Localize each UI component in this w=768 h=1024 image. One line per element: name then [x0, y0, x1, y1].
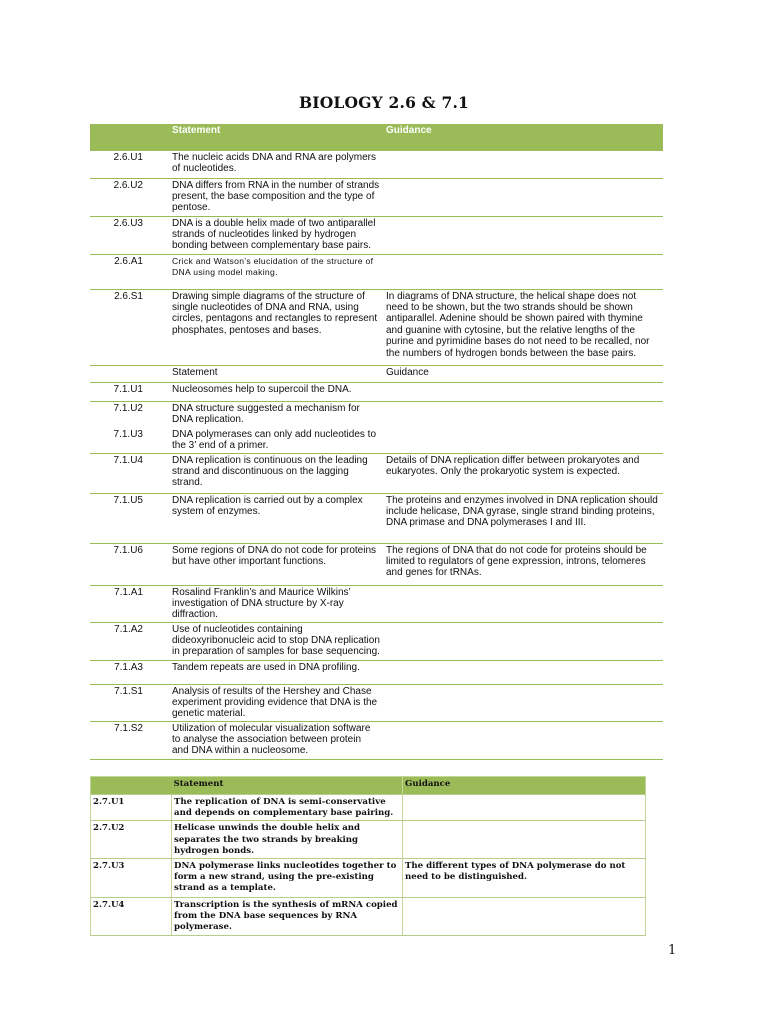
- subheader-guidance: Guidance: [383, 365, 663, 382]
- row-guidance: [383, 622, 663, 660]
- table-row: [90, 585, 663, 622]
- row-statement: DNA polymerase links nucleotides together to form a new strand, using the pre-existing strand as a template.: [172, 859, 403, 898]
- row-statement: DNA replication is continuous on the leading strand and discontinuous on the lagging strand.: [169, 453, 383, 493]
- row-id: 7.1.S2: [90, 721, 169, 759]
- table-row: [91, 795, 646, 821]
- row-guidance: [403, 898, 646, 936]
- table-row: [90, 178, 663, 216]
- row-id: 2.7.U4: [91, 898, 172, 936]
- row-id: 7.1.U2: [113, 402, 143, 414]
- row-id: 7.1.U3: [90, 428, 169, 453]
- row-id: 7.1.S1: [90, 684, 169, 721]
- table-row: [90, 622, 663, 660]
- table-row: [90, 216, 663, 254]
- row-guidance: The different types of DNA polymerase do not need to be distinguished.: [403, 859, 646, 898]
- row-statement: DNA differs from RNA in the number of strands present, the base composition and the type of pentose.: [169, 178, 383, 216]
- row-guidance: [383, 254, 663, 289]
- table-row: [90, 543, 663, 585]
- table-row: [90, 721, 663, 759]
- row-id: 7.1.A3: [90, 660, 169, 684]
- row-statement: The replication of DNA is semi-conservative and depends on complementary base pairing.: [172, 795, 403, 821]
- row-id: 2.6.U2: [90, 178, 169, 216]
- row-statement: Use of nucleotides containing dideoxyribonucleic acid to stop DNA replication in preparation of samples for base sequencing.: [169, 622, 383, 660]
- row-id: 7.1.A1: [90, 585, 169, 622]
- table-row: [90, 453, 663, 493]
- header-id-cell: [91, 777, 172, 795]
- row-id: 2.6.U3: [90, 216, 169, 254]
- row-guidance: [383, 660, 663, 684]
- row-guidance: [383, 428, 663, 453]
- page-number: 1: [668, 943, 677, 958]
- row-statement: Analysis of results of the Hershey and Chase experiment providing evidence that DNA is the genetic material.: [169, 684, 383, 721]
- row-statement: DNA is a double helix made of two antiparallel strands of nucleotides linked by hydrogen bonding between complementary base pairs.: [169, 216, 383, 254]
- table-row: [90, 684, 663, 721]
- row-statement: Tandem repeats are used in DNA profiling.: [169, 660, 383, 684]
- table-header-row: [90, 124, 663, 150]
- row-statement: Nucleosomes help to supercoil the DNA.: [169, 382, 383, 401]
- table-row: [90, 382, 663, 401]
- row-statement: Crick and Watson’s elucidation of the structure of DNA using model making.: [169, 254, 383, 289]
- row-guidance: [403, 821, 646, 859]
- header-id-cell: [90, 124, 169, 150]
- row-guidance: [403, 795, 646, 821]
- table-row: [90, 493, 663, 543]
- table-row: [90, 428, 663, 453]
- table-row: [90, 401, 663, 428]
- row-statement: Helicase unwinds the double helix and separates the two strands by breaking hydrogen bonds.: [172, 821, 403, 859]
- row-guidance: [383, 401, 663, 428]
- row-guidance: In diagrams of DNA structure, the helical shape does not need to be shown, but the two strands should be shown antiparallel. Adenine should be shown paired with thymine and guanine with cytosine, but the relative lengths of the purine and pyrimidine bases do not need to be recalled, nor the numbers of hydrogen bonds between the base pairs.: [383, 289, 663, 365]
- table-row: [90, 254, 663, 289]
- row-statement-text: DNA polymerases can only add nucleotides to the 3’ end of a primer.: [172, 429, 377, 452]
- table-header-row: [91, 777, 646, 795]
- row-guidance: [383, 150, 663, 178]
- row-statement: Some regions of DNA do not code for proteins but have other important functions.: [169, 543, 383, 585]
- row-statement: Transcription is the synthesis of mRNA copied from the DNA base sequences by RNA polymerase.: [172, 898, 403, 936]
- row-statement: DNA replication is carried out by a complex system of enzymes.: [169, 493, 383, 543]
- subheader-row: [90, 365, 663, 382]
- row-guidance: [383, 178, 663, 216]
- row-guidance: Details of DNA replication differ between prokaryotes and eukaryotes. Only the prokaryotic system is expected.: [383, 453, 663, 493]
- row-guidance: [383, 585, 663, 622]
- subheader-statement: Statement: [169, 365, 383, 382]
- header-guidance: Guidance: [383, 124, 663, 150]
- row-statement: Rosalind Franklin’s and Maurice Wilkins’ investigation of DNA structure by X-ray diffraction.: [169, 585, 383, 622]
- page-title: BIOLOGY 2.6 & 7.1: [298, 93, 470, 112]
- table-row: [90, 150, 663, 178]
- table-row: [91, 859, 646, 898]
- table-row: [90, 660, 663, 684]
- syllabus-table-2-6-7-1: [90, 124, 663, 760]
- table-row: [91, 898, 646, 936]
- row-statement: DNA structure suggested a mechanism for DNA replication.: [172, 402, 360, 425]
- row-guidance: The regions of DNA that do not code for proteins should be limited to regulators of gene expression, introns, telomeres and genes for tRNAs.: [383, 543, 663, 585]
- header-statement: Statement: [172, 777, 403, 795]
- row-id: 7.1.U5: [90, 493, 169, 543]
- header-guidance: Guidance: [403, 777, 646, 795]
- row-id: 2.7.U2: [91, 821, 172, 859]
- row-statement: Drawing simple diagrams of the structure of single nucleotides of DNA and RNA, using circles, pentagons and rectangles to represent phosphates, pentoses and bases.: [169, 289, 383, 365]
- syllabus-table-2-7: [90, 776, 646, 936]
- header-statement: Statement: [169, 124, 383, 150]
- row-id: 2.7.U3: [91, 859, 172, 898]
- row-id: 2.6.S1: [90, 289, 169, 365]
- row-id: 7.1.U6: [90, 543, 169, 585]
- row-statement: [169, 428, 383, 453]
- row-id: 7.1.U1: [90, 382, 169, 401]
- row-id: 7.1.A2: [90, 622, 169, 660]
- row-statement: Utilization of molecular visualization software to analyse the association between protein and DNA within a nucleosome.: [169, 721, 383, 759]
- row-id: 2.7.U1: [91, 795, 172, 821]
- table-row: [90, 289, 663, 365]
- row-guidance: [383, 216, 663, 254]
- row-statement: The nucleic acids DNA and RNA are polymers of nucleotides.: [169, 150, 383, 178]
- row-id: 2.6.U1: [90, 150, 169, 178]
- row-id: 7.1.U4: [90, 453, 169, 493]
- row-guidance: [383, 684, 663, 721]
- row-id: [90, 365, 169, 382]
- row-id: 2.6.A1: [90, 254, 169, 289]
- row-guidance: [383, 382, 663, 401]
- row-guidance: [383, 721, 663, 759]
- table-row: [91, 821, 646, 859]
- row-guidance: The proteins and enzymes involved in DNA replication should include helicase, DNA gyrase, single strand binding proteins, DNA primase and DNA polymerases I and III.: [383, 493, 663, 543]
